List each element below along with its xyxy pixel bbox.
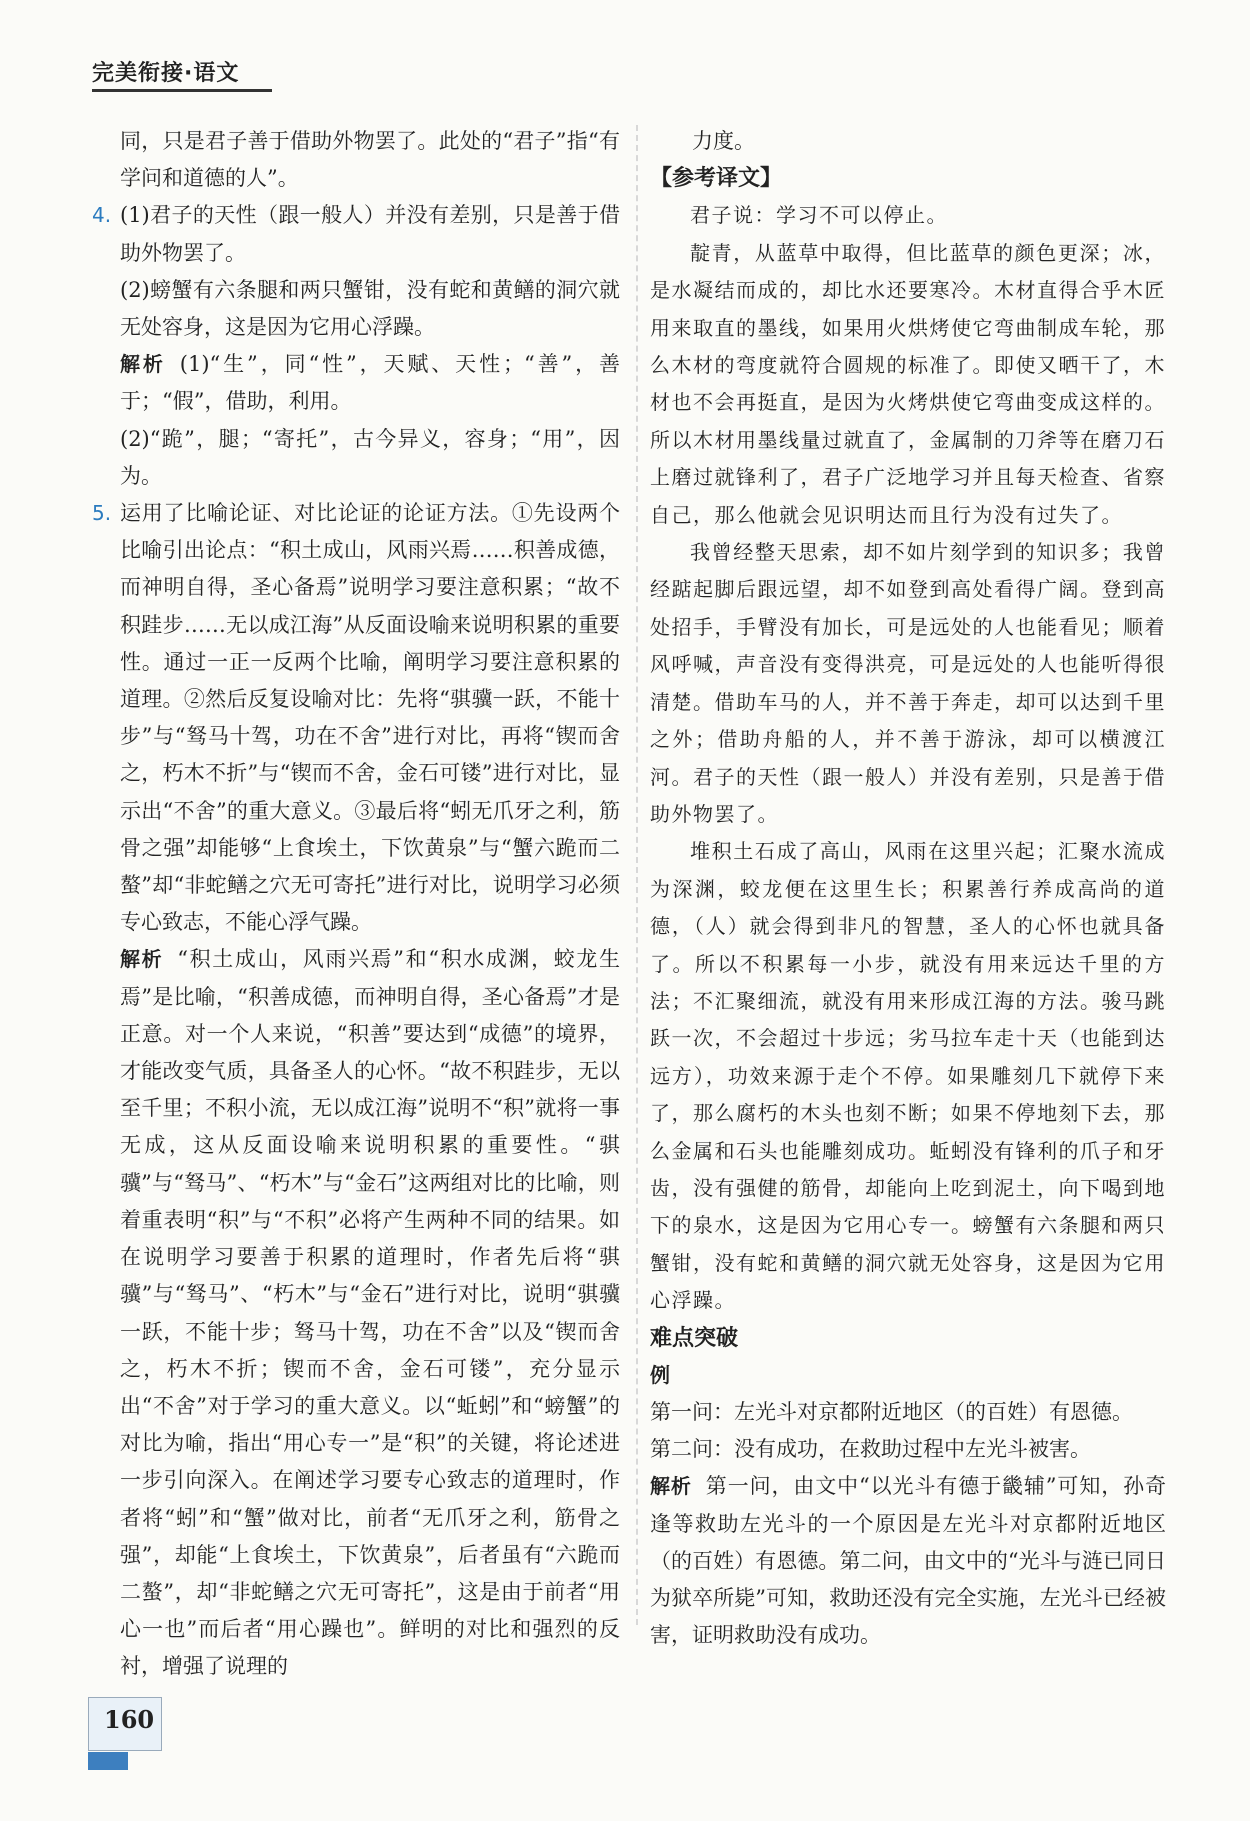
example-answer-2: 第二问：没有成功，在救助过程中左光斗被害。 [650,1437,1091,1462]
right-column [650,123,1166,1654]
translation-title: 【参考译文】 [650,166,783,192]
question-number: 5. [92,501,112,526]
answer-5 [92,495,620,1686]
translation-paragraph: 靛青，从蓝草中取得，但比蓝草的颜色更深；冰，是水凝结而成的，却比水还要寒冷。木材直得合乎木匠用来取直的墨线，如果用火烘烤使它弯曲制成车轮，那么木材的弯度就符合圆规的标准了。即使又晒干了，木材也不会再挺直，是因为火烤烘使它弯曲变成这样的。所以木材用墨线量过就直了，金属制的刀斧等在磨刀石上磨过就锋利了，君子广泛地学习并且每天检查、省察自己，那么他就会见识明达而且行为没有过失了。 [650,240,1166,527]
example-answer-1: 第一问：左光斗对京都附近地区（的百姓）有恩德。 [650,1400,1133,1424]
example-label: 例 [650,1362,670,1387]
book-title: 完美衔接·语文 [92,56,272,92]
continuation-text: 同，只是君子善于借助外物罢了。此处的“君子”指“有学问和道德的人”。 [120,129,620,191]
analysis-text: (1)“生”，同“性”，天赋、天性；“善”，善于；“假”，借助，利用。 [120,352,621,414]
question-number: 4. [92,203,112,228]
answer-5-text: 运用了比喻论证、对比论证的论证方法。①先设两个比喻引出论点：“积土成山，风雨兴焉……积善成德，而神明自得，圣心备焉”说明学习要注意积累；“故不积跬步……无以成江海”从反面设喻来说明积累的重要性。通过一正一反两个比喻，阐明学习要注意积累的道理。②然后反复设喻对比：先将“骐骥一跃，不能十步”与“驽马十驾，功在不舍”进行对比，再将“锲而舍之，朽木不折”与“锲而不舍，金石可镂”进行对比，显示出“不舍”的重大意义。③最后将“蚓无爪牙之利，筋骨之强”却能够“上食埃土，下饮黄泉”与“蟹六跪而二螯”却“非蛇鳝之穴无可寄托”进行对比，说明学习必须专心致志，不能心浮气躁。 [120,501,620,935]
answer-4-part-1: (1)君子的天性（跟一般人）并没有差别，只是善于借助外物罢了。 [120,203,620,265]
column-divider [636,125,638,1625]
left-column [92,123,621,1686]
translation-paragraph: 君子说：学习不可以停止。 [690,203,948,228]
example-analysis [650,1468,1166,1654]
page-corner-stripe [88,1752,128,1770]
translation-paragraph: 堆积土石成了高山，风雨在这里兴起；汇聚水流成为深渊，蛟龙便在这里生长；积累善行养成高尚的道德，（人）就会得到非凡的智慧，圣人的心怀也就具备了。所以不积累每一小步，就没有用来远达千里的方法；不汇聚细流，就没有用来形成江海的方法。骏马跳跃一次，不会超过十步远；劣马拉车走十天（也能到达远方），功效来源于走个不停。如果雕刻几下就停下来了，那么腐朽的木头也刻不断；如果不停地刻下去，那么金属和石头也能雕刻成功。蚯蚓没有锋利的爪子和牙齿，没有强健的筋骨，却能向上吃到泥土，向下喝到地下的泉水，这是因为它用心专一。螃蟹有六条腿和两只蟹钳，没有蛇和黄鳝的洞穴就无处容身，这是因为它用心浮躁。 [650,839,1166,1313]
answer-4 [92,197,621,495]
page-number: 160 [104,1705,155,1734]
answer-4-analysis-2: (2)“跪”，腿；“寄托”，古今异义，容身；“用”，因为。 [120,426,620,488]
analysis-text: 第一问，由文中“以光斗有德于畿辅”可知，孙奇逢等救助左光斗的一个原因是左光斗对京都附近地区（的百姓）有恩德。第二问，由文中的“光斗与涟已同日为狱卒所毙”可知，救助还没有完全实施，左光斗已经被害，证明救助没有成功。 [650,1474,1166,1648]
difficulty-title: 难点突破 [650,1325,739,1351]
continuation-text: 力度。 [692,129,755,153]
answer-4-analysis [120,346,620,420]
analysis-text: “积土成山，风雨兴焉”和“积水成渊，蛟龙生焉”是比喻，“积善成德，而神明自得，圣心备焉”才是正意。对一个人来说，“积善”要达到“成德”的境界，才能改变气质，具备圣人的心怀。“故不积跬步，无以至千里；不积小流，无以成江海”说明不“积”就将一事无成，这从反面设喻来说明积累的重要性。“骐骥”与“驽马”、“朽木”与“金石”这两组对比的比喻，则着重表明“积”与“不积”必将产生两种不同的结果。如在说明学习要善于积累的道理时，作者先后将“骐骥”与“驽马”、“朽木”与“金石”进行对比，说明“骐骥一跃，不能十步；驽马十驾，功在不舍”以及“锲而舍之，朽木不折；锲而不舍，金石可镂”，充分显示出“不舍”对于学习的重大意义。以“蚯蚓”和“螃蟹”的对比为喻，指出“用心专一”是“积”的关键，将论述进一步引向深入。在阐述学习要专心致志的道理时，作者将“蚓”和“蟹”做对比，前者“无爪牙之利，筋骨之强”，却能“上食埃土，下饮黄泉”，后者虽有“六跪而二螯”，却“非蛇鳝之穴无可寄托”，这是由于前者“用心一也”而后者“用心躁也”。鲜明的对比和强烈的反衬，增强了说理的 [120,947,620,1679]
analysis-label: 解析 [120,947,164,972]
translation-paragraph: 我曾经整天思索，却不如片刻学到的知识多；我曾经踮起脚后跟远望，却不如登到高处看得广阔。登到高处招手，手臂没有加长，可是远处的人也能看见；顺着风呼喊，声音没有变得洪亮，可是远处的人也能听得很清楚。借助车马的人，并不善于奔走，却可以达到千里之外；借助舟船的人，并不善于游泳，却可以横渡江河。君子的天性（跟一般人）并没有差别，只是善于借助外物罢了。 [650,540,1166,826]
answer-4-part-2: (2)螃蟹有六条腿和两只蟹钳，没有蛇和黄鳝的洞穴就无处容身，这是因为它用心浮躁。 [120,277,620,340]
analysis-label: 解析 [120,352,166,377]
analysis-label: 解析 [650,1474,692,1499]
answer-5-analysis [120,941,620,1685]
